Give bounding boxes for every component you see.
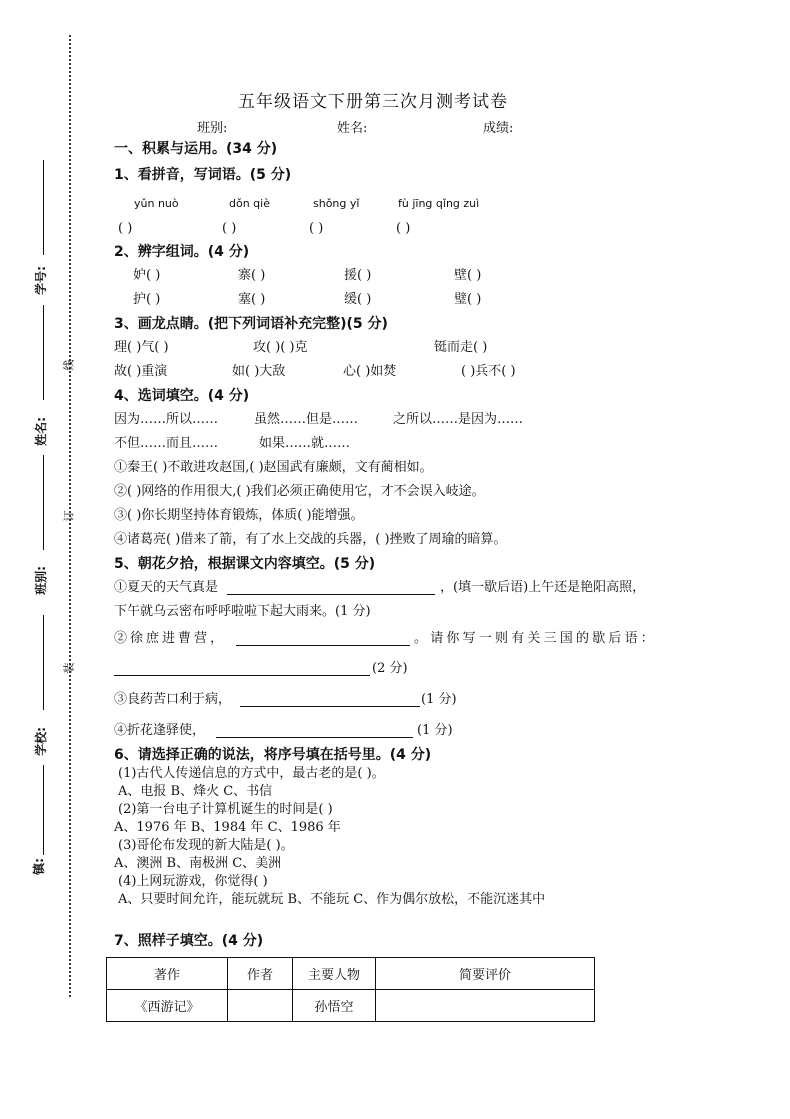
word-option-3: 之所以……是因为…… — [393, 412, 524, 427]
char-pair-2[interactable]: 寨( ) — [238, 268, 266, 283]
class-line — [43, 455, 44, 550]
cell-author[interactable] — [228, 990, 293, 1022]
class-field-label: 班别: — [197, 121, 228, 136]
q6-options-3: A、澳洲 B、南极洲 C、美洲 — [114, 856, 282, 871]
char-pair-7[interactable]: 缓( ) — [344, 292, 372, 307]
q6-question-1[interactable]: (1)古代人传递信息的方式中，最古老的是( )。 — [118, 766, 385, 781]
school-no-line — [43, 160, 44, 255]
cell-character: 孙悟空 — [293, 990, 376, 1022]
header-character: 主要人物 — [293, 958, 376, 990]
school-no-label: 学号: — [33, 266, 48, 295]
q6-options-1: A、电报 B、烽火 C、书信 — [118, 784, 273, 799]
q1-heading: 1、看拼音，写词语。(5 分) — [114, 167, 292, 183]
bind-mark-ding: 订 — [62, 510, 76, 522]
idiom-4[interactable]: 故( )重演 — [114, 364, 168, 379]
idiom-6[interactable]: 心( )如焚 — [343, 364, 397, 379]
pinyin-4: fù jīng qǐng zuì — [398, 197, 480, 210]
q5-blank-4[interactable] — [240, 706, 420, 707]
q6-question-2[interactable]: (2)第一台电子计算机诞生的时间是( ) — [118, 802, 333, 817]
word-option-5: 如果……就…… — [259, 436, 351, 451]
q5-line3-score: (1 分) — [421, 692, 457, 707]
town-label: 镇: — [31, 858, 46, 875]
word-option-2: 虽然……但是…… — [254, 412, 359, 427]
idiom-3[interactable]: 铤而走( ) — [434, 340, 488, 355]
q5-blank-3[interactable] — [114, 675, 370, 676]
header-author: 作者 — [228, 958, 293, 990]
char-pair-8[interactable]: 璧( ) — [454, 292, 482, 307]
town-line — [43, 765, 44, 855]
q5-line2-score: (2 分) — [372, 661, 408, 676]
word-option-1: 因为……所以…… — [114, 412, 219, 427]
idiom-1[interactable]: 理( )气( ) — [114, 340, 169, 355]
page-title: 五年级语文下册第三次月测考试卷 — [238, 92, 508, 112]
bind-mark-xian: 线 — [62, 359, 76, 371]
header-work: 著作 — [107, 958, 228, 990]
idiom-2[interactable]: 攻( )( )克 — [253, 340, 308, 355]
char-pair-6[interactable]: 塞( ) — [238, 292, 266, 307]
q7-heading: 7、照样子填空。(4 分) — [114, 933, 264, 949]
answer-blank-3[interactable]: ( ) — [309, 221, 324, 236]
char-pair-1[interactable]: 妒( ) — [133, 268, 161, 283]
cell-work: 《西游记》 — [107, 990, 228, 1022]
q5-line2-start: ②徐庶进曹营， — [114, 631, 227, 646]
q3-heading: 3、画龙点睛。(把下列词语补充完整)(5 分) — [114, 316, 388, 332]
section-1-heading: 一、积累与运用。(34 分) — [114, 141, 278, 157]
answer-blank-4[interactable]: ( ) — [396, 221, 411, 236]
q5-line2-end: 。请你写一则有关三国的歇后语： — [414, 631, 658, 646]
school-line — [43, 615, 44, 710]
char-pair-5[interactable]: 护( ) — [133, 292, 161, 307]
fill-sentence-4[interactable]: ④诸葛亮( )借来了箭，有了水上交战的兵器，( )挫败了周瑜的暗算。 — [114, 532, 507, 547]
q5-line4-score: (1 分) — [417, 723, 453, 738]
answer-blank-2[interactable]: ( ) — [222, 221, 237, 236]
idiom-7[interactable]: ( )兵不( ) — [461, 364, 516, 379]
name-field-label: 姓名: — [337, 121, 368, 136]
char-pair-3[interactable]: 援( ) — [344, 268, 372, 283]
fill-sentence-1[interactable]: ①秦王( )不敢进攻赵国,( )赵国武有廉颇，文有蔺相如。 — [114, 460, 433, 475]
q5-line1-start: ①夏天的天气真是 — [114, 580, 219, 595]
q6-heading: 6、请选择正确的说法，将序号填在括号里。(4 分) — [114, 747, 432, 763]
header-review: 简要评价 — [376, 958, 595, 990]
works-table — [106, 957, 595, 1022]
q6-options-2: A、1976 年 B、1984 年 C、1986 年 — [114, 820, 341, 835]
table-header-row — [107, 958, 595, 990]
q5-line4-start: ④折花逢驿使， — [114, 723, 206, 738]
school-label: 学校: — [33, 727, 48, 756]
q5-line1-end: ，(填一歇后语)上午还是艳阳高照， — [440, 580, 646, 595]
q5-blank-1[interactable] — [227, 594, 435, 595]
class-label: 班别: — [33, 566, 48, 595]
pinyin-3: shǒng yǐ — [313, 197, 360, 210]
q5-line3-start: ③良药苦口利于病， — [114, 692, 232, 707]
word-option-4: 不但……而且…… — [114, 436, 219, 451]
score-field-label: 成绩: — [483, 121, 514, 136]
table-row — [107, 990, 595, 1022]
pinyin-2: dǒn qiè — [229, 197, 270, 210]
char-pair-4[interactable]: 壁( ) — [454, 268, 482, 283]
idiom-5[interactable]: 如( )大敌 — [232, 364, 286, 379]
bind-mark-zhuang: 装 — [62, 662, 76, 674]
name-label: 姓名: — [33, 417, 48, 446]
q2-heading: 2、辨字组词。(4 分) — [114, 244, 250, 260]
q6-question-4[interactable]: (4)上网玩游戏，你觉得( ) — [118, 874, 268, 889]
fill-sentence-3[interactable]: ③( )你长期坚持体育锻炼，体质( )能增强。 — [114, 508, 364, 523]
q5-line1-cont: 下午就乌云密布呼呼啦啦下起大雨来。(1 分) — [114, 604, 371, 619]
pinyin-1: yǔn nuò — [134, 197, 179, 210]
q6-options-4: A、只要时间允许，能玩就玩 B、不能玩 C、作为偶尔放松，不能沉迷其中 — [118, 892, 546, 907]
q5-blank-5[interactable] — [216, 737, 413, 738]
q4-heading: 4、选词填空。(4 分) — [114, 388, 250, 404]
fill-sentence-2[interactable]: ②( )网络的作用很大,( )我们必须正确使用它，才不会误入岐途。 — [114, 484, 485, 499]
name-line — [43, 305, 44, 400]
answer-blank-1[interactable]: ( ) — [118, 221, 133, 236]
cell-review[interactable] — [376, 990, 595, 1022]
q6-question-3[interactable]: (3)哥伦布发现的新大陆是( )。 — [118, 838, 294, 853]
q5-heading: 5、朝花夕拾，根据课文内容填空。(5 分) — [114, 556, 376, 572]
q5-blank-2[interactable] — [236, 645, 410, 646]
